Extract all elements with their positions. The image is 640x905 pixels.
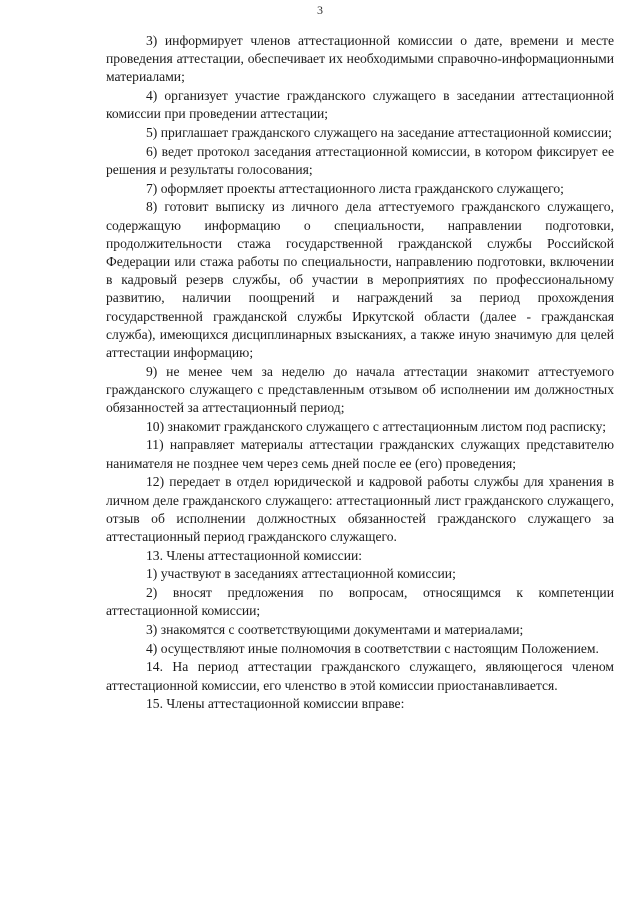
paragraph-item-6: 6) ведет протокол заседания аттестационной комиссии, в котором фиксирует ее решения и результаты голосования; <box>106 143 614 177</box>
paragraph-item-12: 12) передает в отдел юридической и кадровой работы службы для хранения в личном деле гражданского служащего: аттестационный лист гражданского служащего, отзыв об исполнении должностных обязанностей гражданского служащего за аттестационный период гражданского служащего. <box>106 474 614 544</box>
section-14-paragraph: 14. На период аттестации гражданского служащего, являющегося членом аттестационной комиссии, его членство в этой комиссии приостанавливается. <box>106 659 614 693</box>
paragraph-13-item-1: 1) участвуют в заседаниях аттестационной комиссии; <box>146 566 456 582</box>
paragraph-item-11: 11) направляет материалы аттестации гражданских служащих представителю нанимателя не позднее чем через семь дней после ее (его) проведения; <box>106 437 614 471</box>
paragraph-item-3: 3) информирует членов аттестационной комиссии о дате, времени и месте проведения аттестации, обеспечивает их необходимыми справочно-информационными материалами; <box>106 33 614 85</box>
section-13-heading: 13. Члены аттестационной комиссии: <box>146 547 363 563</box>
paragraph-13-item-4: 4) осуществляют иные полномочия в соответствии с настоящим Положением. <box>146 640 599 656</box>
section-15-heading: 15. Члены аттестационной комиссии вправе: <box>146 696 405 712</box>
paragraph-item-7: 7) оформляет проекты аттестационного листа гражданского служащего; <box>146 180 564 196</box>
paragraph-13-item-3: 3) знакомятся с соответствующими документами и материалами; <box>146 622 524 637</box>
paragraph-item-4: 4) организует участие гражданского служащего в заседании аттестационной комиссии при проведении аттестации; <box>106 88 614 122</box>
paragraph-item-10: 10) знакомит гражданского служащего с аттестационным листом под расписку; <box>146 418 607 434</box>
paragraph-13-item-2: 2) вносят предложения по вопросам, относящимся к компетенции аттестационной комиссии; <box>106 585 614 619</box>
page-number: 3 <box>317 3 323 17</box>
paragraph-item-5: 5) приглашает гражданского служащего на заседание аттестационной комиссии; <box>146 125 612 141</box>
paragraph-item-9: 9) не менее чем за неделю до начала аттестации знакомит аттестуемого гражданского служащего с представленным отзывом об исполнении им должностных обязанностей за аттестационный период; <box>106 363 614 416</box>
paragraph-item-8: 8) готовит выписку из личного дела аттестуемого гражданского служащего, содержащую информацию о специальности, направлении подготовки, продолжительности стажа государственной гражданской службы Российской Федерации или стажа работы по специальности, направлению подготовки, включении в кадровый резерв службы, об участии в мероприятиях по профессиональному развитию, наличии поощрений и награждений за период прохождения государственной гражданской службы Иркутской области (далее - гражданская служба), имеющихся дисциплинарных взысканиях, а также иную значимую для целей аттестации информацию; <box>106 199 614 360</box>
document-body <box>106 32 614 714</box>
